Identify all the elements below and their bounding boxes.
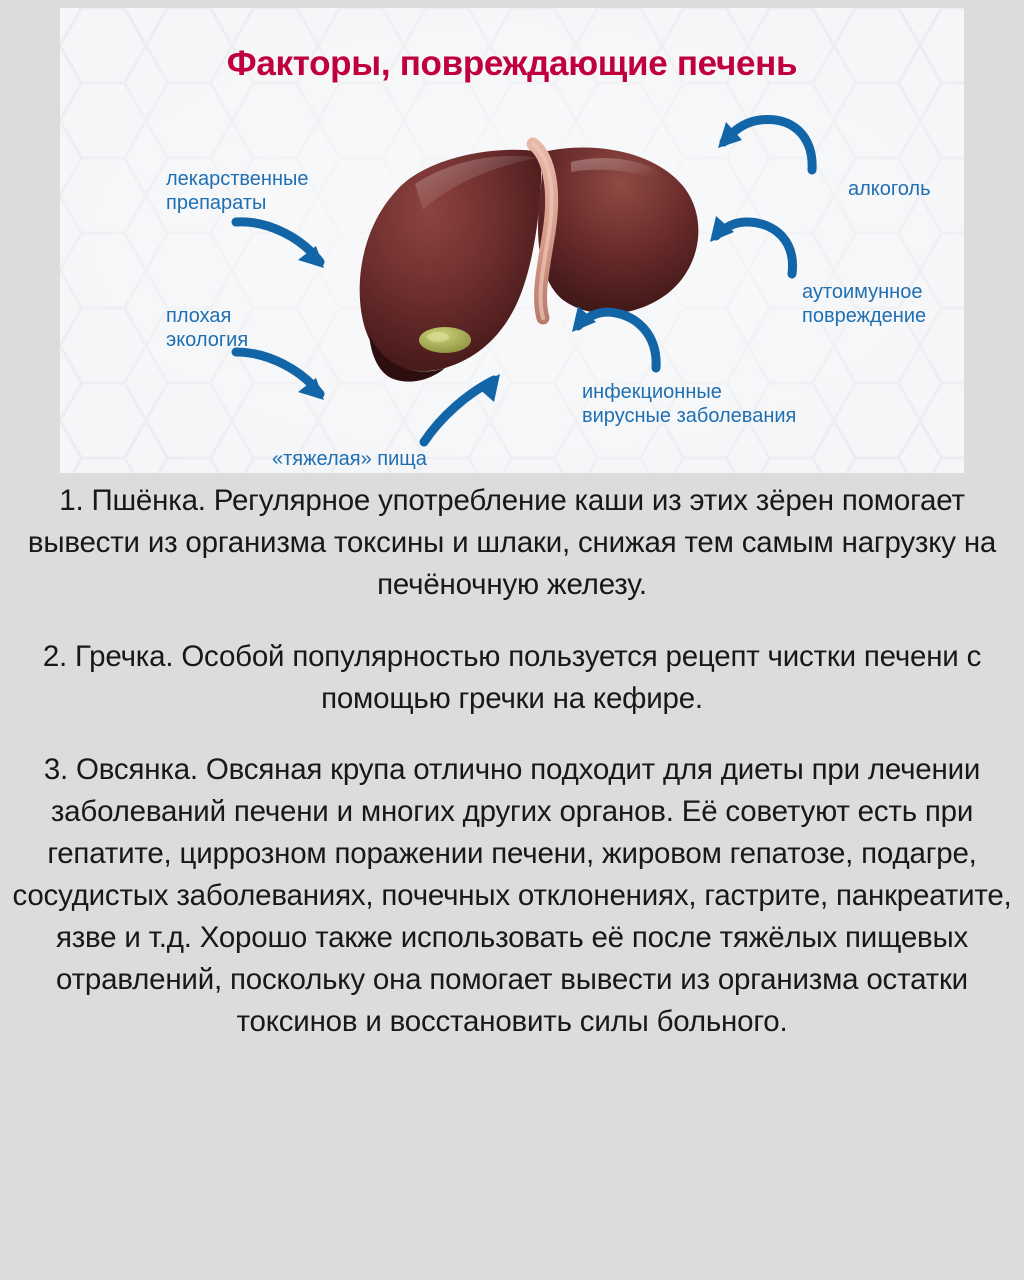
label-ecology-line2: экология [166, 328, 249, 351]
arrow-infectious-icon [560, 298, 670, 380]
label-infectious-line2: вирусные заболевания [582, 404, 797, 427]
label-infectious [582, 381, 796, 428]
paragraph-1: 1. Пшёнка. Регулярное употребление каши из этих зёрен помогает вывести из организма токсины и шлаки, снижая тем самым нагрузку на печёночную железу. [27, 484, 997, 601]
label-autoimmune-line1: аутоимунное [802, 281, 923, 303]
infographic-panel [60, 8, 964, 473]
paragraph-3: 3. Овсянка. Овсяная крупа отлично подходит для диеты при лечении заболеваний печени и многих других органов. Её советуют есть при гепатите, циррозном поражении печени, жировом гепатозе, подагре, сосудистых заболеваниях, почечных отклонениях, гастрите, панкреатите, язве и т.д. Хорошо также использовать её после тяжёлых пищевых отравлений, поскольку она помогает вывести из организма остатки токсинов и восстановить силы больного. [12, 753, 1012, 1038]
label-heavy-food: «тяжелая» пища [272, 448, 427, 470]
arrow-heavy-food-icon [410, 360, 510, 450]
paragraph-2: 2. Гречка. Особой популярностью пользуется рецепт чистки печени с помощью гречки на кефире. [42, 639, 982, 715]
label-ecology-line1: плохая [166, 305, 232, 327]
label-infectious-line1: инфекционные [582, 381, 722, 403]
label-autoimmune-line2: повреждение [802, 304, 927, 327]
label-autoimmune [802, 281, 926, 328]
label-alcohol: алкоголь [848, 178, 931, 200]
arrow-alcohol-icon [708, 106, 828, 188]
arrow-autoimmune-icon [700, 208, 810, 288]
arrow-ecology-icon [228, 344, 338, 416]
article-text [0, 480, 1024, 1043]
label-drugs-line2: препараты [166, 191, 267, 214]
label-drugs [166, 168, 309, 215]
label-drugs-line1: лекарственные [166, 168, 309, 190]
arrow-drugs-icon [228, 216, 338, 286]
infographic-title: Факторы, повреждающие печень [226, 44, 798, 83]
